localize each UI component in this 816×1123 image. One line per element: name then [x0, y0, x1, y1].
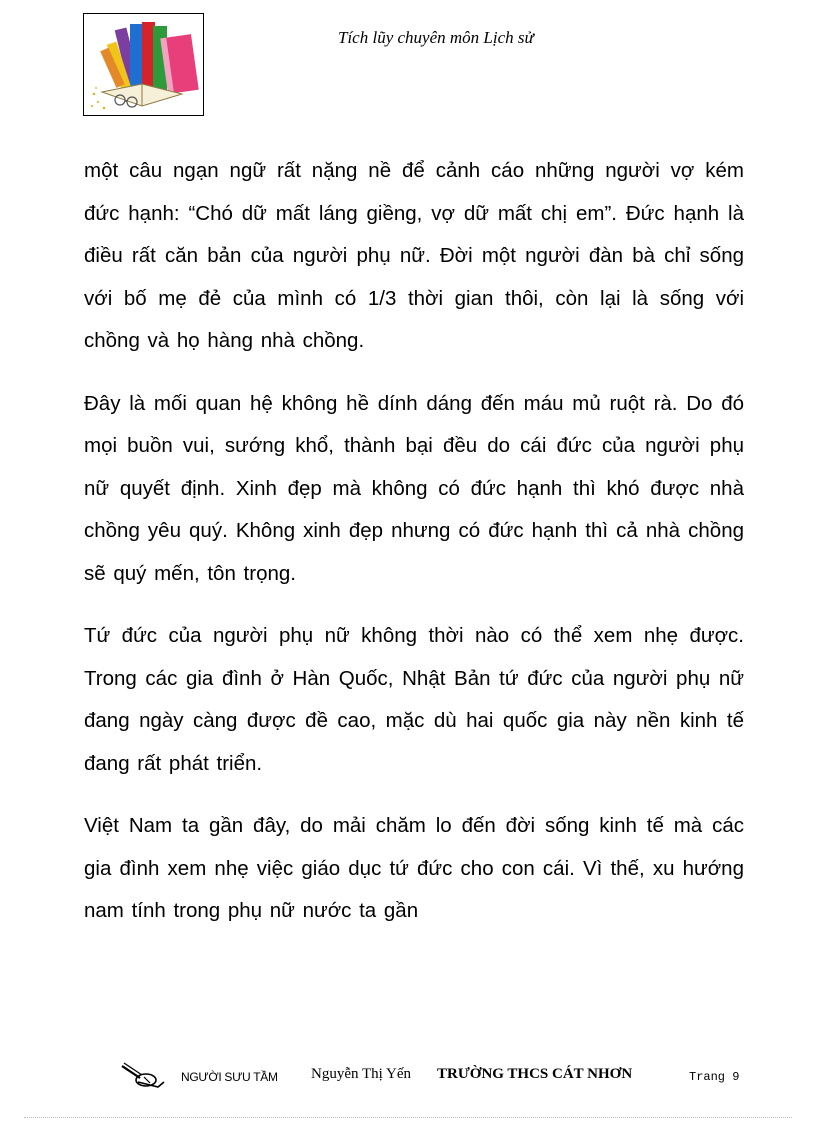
school-name: TRƯỜNG THCS CÁT NHƠN — [437, 1066, 633, 1082]
header-logo — [83, 13, 204, 116]
paragraph: Việt Nam ta gần đây, do mải chăm lo đến đời sống kinh tế mà các gia đình xem nhẹ việc giáo dục tứ đức cho con cái. Vì thế, xu hướng nam tính trong phụ nữ nước ta gần — [84, 814, 744, 922]
pen-writing-icon — [120, 1060, 166, 1090]
document-body — [84, 150, 744, 933]
collector-label: NGƯỜI SƯU TẦM — [181, 1070, 278, 1084]
author-name: Nguyễn Thị Yến — [311, 1066, 411, 1082]
paragraph: một câu ngạn ngữ rất nặng nề để cảnh cáo những người vợ kém đức hạnh: “Chó dữ mất láng giềng, vợ dữ mất chị em”. Đức hạnh là điều rất căn bản của người phụ nữ. Đời một người đàn bà chỉ sống với bố mẹ đẻ của mình có 1/3 thời gian thôi, còn lại là sống với chồng và họ hàng nhà chồng. — [84, 159, 744, 352]
paragraph: Tứ đức của người phụ nữ không thời nào có thể xem nhẹ được. Trong các gia đình ở Hàn Quốc, Nhật Bản tứ đức của người phụ nữ đang ngày càng được đề cao, mặc dù hai quốc gia này nền kinh tế đang rất phát triển. — [84, 624, 744, 775]
paragraph: Đây là mối quan hệ không hề dính dáng đến máu mủ ruột rà. Do đó mọi buồn vui, sướng khổ, thành bại đều do cái đức của người phụ nữ quyết định. Xinh đẹp mà không có đức hạnh thì khó được nhà chồng yêu quý. Không xinh đẹp nhưng có đức hạnh thì cả nhà chồng sẽ quý mến, tôn trọng. — [84, 391, 744, 585]
footer-divider — [24, 1117, 792, 1118]
page-number: Trang 9 — [689, 1070, 740, 1084]
page-footer — [0, 1058, 816, 1098]
books-icon — [84, 14, 203, 115]
page-header-title: Tích lũy chuyên môn Lịch sử — [338, 28, 534, 47]
